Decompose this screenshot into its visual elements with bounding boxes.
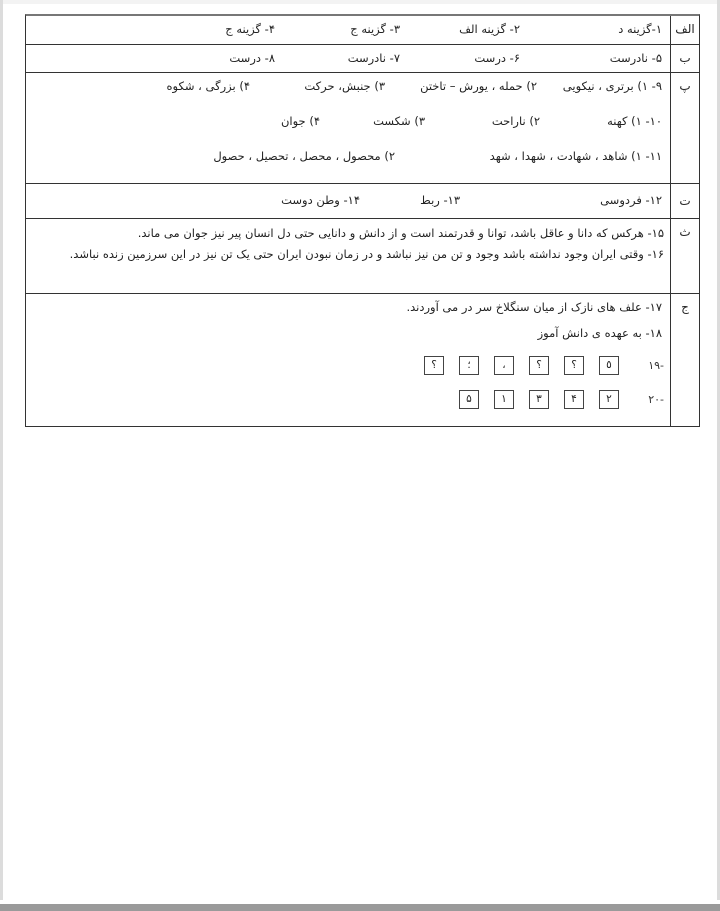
answer-box: ۲ — [599, 390, 619, 409]
answer-box: ۱ — [494, 390, 514, 409]
answer-9-4: ۴) بزرگی ، شکوه — [166, 79, 250, 93]
answer-box: ۴ — [564, 390, 584, 409]
answer-5: ۵- نادرست — [609, 51, 662, 65]
question-number: -۲۰ — [648, 393, 664, 406]
answer-14: ۱۴- وطن دوست — [281, 193, 360, 207]
answer-9-3: ۳) جنبش، حرکت — [304, 79, 385, 93]
answer-11-2: ۲) محصول ، محصل ، تحصیل ، حصول — [213, 149, 395, 163]
answer-box: ۵ — [459, 390, 479, 409]
answer-6: ۶- درست — [474, 51, 520, 65]
answer-8: ۸- درست — [229, 51, 275, 65]
answer-key-table — [25, 14, 700, 427]
answer-10-3: ۳) شکست — [373, 114, 425, 128]
answer-19 — [409, 356, 664, 375]
answer-2: ۲- گزینه الف — [459, 22, 520, 36]
row-jim — [26, 294, 699, 426]
row-content — [26, 219, 670, 293]
answer-15: ۱۵- هرکس که دانا و عاقل باشد، توانا و قدرتمند است و از دانش و دانایی حتی دل انسان پیر نیز جوان می ماند. — [137, 226, 664, 240]
answer-box: ۳ — [529, 390, 549, 409]
row-label: ت — [670, 184, 699, 218]
question-number: -۱۹ — [648, 359, 664, 372]
row-label: الف — [670, 16, 699, 44]
answer-box: ؟ — [424, 356, 444, 375]
viewer-bottom-bar — [0, 904, 720, 911]
answer-20 — [444, 390, 664, 409]
row-content — [26, 184, 670, 218]
row-be — [26, 45, 699, 73]
answer-3: ۳- گزینه ج — [350, 22, 400, 36]
answer-13: ۱۳- ربط — [420, 193, 460, 207]
row-se — [26, 219, 699, 294]
answer-11-1: ۱۱- ۱) شاهد ، شهادت ، شهدا ، شهد — [489, 149, 662, 163]
answer-17: ۱۷- علف های نازک از میان سنگلاخ سر در می آوردند. — [406, 300, 662, 314]
answer-10-1: ۱۰- ۱) کهنه — [607, 114, 662, 128]
row-label: ب — [670, 45, 699, 72]
row-te — [26, 184, 699, 219]
row-label: ج — [670, 294, 699, 426]
page-left-edge — [0, 0, 3, 900]
answer-10-4: ۴) جوان — [280, 114, 320, 128]
row-content — [26, 16, 670, 44]
row-content — [26, 73, 670, 183]
answer-box: ، — [494, 356, 514, 375]
answer-box: ؛ — [459, 356, 479, 375]
answer-box: ؟ — [564, 356, 584, 375]
answer-1: ۱-گزینه د — [618, 22, 662, 36]
answer-4: ۴- گزینه ج — [225, 22, 275, 36]
answer-12: ۱۲- فردوسی — [600, 193, 662, 207]
answer-box: ٥ — [599, 356, 619, 375]
answer-9-2: ۲) حمله ، یورش – تاختن — [420, 79, 537, 93]
row-content — [26, 294, 670, 426]
answer-9-1: ۹- ۱) برتری ، نیکویی — [562, 79, 662, 93]
answer-10-2: ۲) ناراحت — [491, 114, 540, 128]
row-content — [26, 45, 670, 72]
answer-box: ؟ — [529, 356, 549, 375]
row-label: پ — [670, 73, 699, 183]
row-label: ث — [670, 219, 699, 293]
row-alef — [26, 16, 699, 45]
answer-16: ۱۶- وقتی ایران وجود نداشته باشد وجود و تن من نیز نباشد و در زمان نبودن ایران حتی یک تن نیز در این سرزمین زنده نباشد. — [69, 247, 664, 261]
row-pe — [26, 73, 699, 184]
answer-18: ۱۸- به عهده ی دانش آموز — [537, 326, 662, 340]
answer-7: ۷- نادرست — [347, 51, 400, 65]
page-top-edge — [3, 0, 717, 4]
